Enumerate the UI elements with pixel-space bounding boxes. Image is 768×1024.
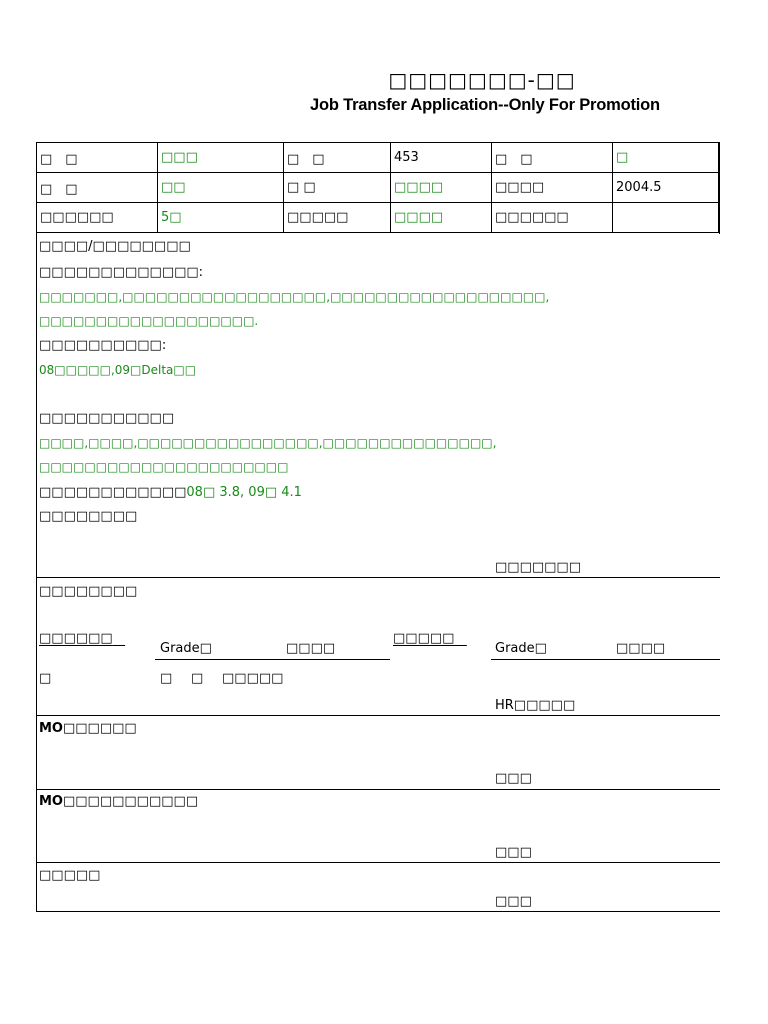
table-row — [37, 173, 719, 203]
gender-value[interactable]: □ — [613, 143, 719, 173]
target-position-label: □□□□□ — [284, 203, 391, 233]
years-value[interactable]: 5□ — [158, 203, 284, 233]
target-grade-line — [491, 659, 720, 660]
position-label: □ □ — [284, 173, 391, 203]
hire-date-label: □□□□ — [492, 173, 613, 203]
mo-section-2-signature: □□□ — [495, 845, 532, 860]
name-value[interactable]: □□□ — [158, 143, 284, 173]
question-3-answer-line2[interactable]: □□□□□□□□□□□□□□□□□□□□□□ — [39, 460, 289, 474]
question-1-label: □□□□□□□□□□□□□: — [39, 265, 204, 280]
mo-section-1-title: MO□□□□□□ — [39, 721, 137, 736]
mo-section-2-title: MO□□□□□□□□□□□ — [39, 794, 199, 809]
question-2-label: □□□□□□□□□□: — [39, 338, 167, 353]
form-title-english: Job Transfer Application--Only For Promotion — [310, 96, 660, 114]
effective-date-value[interactable] — [613, 203, 719, 233]
question-4-answer[interactable]: 08□ 3.8, 09□ 4.1 — [186, 485, 302, 500]
applicant-signature-label: □□□□□□□ — [495, 560, 581, 575]
department-value[interactable]: □□ — [158, 173, 284, 203]
section-title: □□□□/□□□□□□□□ — [39, 239, 191, 254]
mo-section-1-signature: □□□ — [495, 771, 532, 786]
hr-signature-label: HR□□□□□ — [495, 698, 576, 713]
target-position-value[interactable]: □□□□ — [391, 203, 492, 233]
current-dept-label: □□□□□□ — [39, 631, 113, 646]
hire-date-value[interactable]: 2004.5 — [613, 173, 719, 203]
table-row — [37, 143, 719, 173]
approval-option-b[interactable]: □ — [160, 671, 173, 686]
position-value[interactable]: □□□□ — [391, 173, 492, 203]
current-grade-label: Grade□ — [160, 641, 212, 656]
question-2-answer[interactable]: 08□□□□□,09□Delta□□ — [39, 363, 197, 377]
question-4-label: □□□□□□□□□□□□ — [39, 485, 187, 500]
table-row — [37, 203, 719, 233]
years-label: □□□□□□ — [37, 203, 158, 233]
approval-option-c[interactable]: □ — [191, 671, 204, 686]
divider — [36, 789, 720, 790]
divider — [36, 911, 720, 912]
question-3-label: □□□□□□□□□□□ — [39, 411, 175, 426]
name-label: □ □ — [37, 143, 158, 173]
approval-title: □□□□□□□□ — [39, 584, 138, 599]
form-title-chinese: □□□□□□□-□□ — [388, 68, 576, 92]
approval-option-a[interactable]: □ — [39, 671, 52, 686]
question-5-label: □□□□□□□□ — [39, 509, 138, 524]
mo-section-3-signature: □□□ — [495, 894, 532, 909]
employee-id-label: □ □ — [284, 143, 391, 173]
employee-id-value[interactable]: 453 — [391, 143, 492, 173]
department-label: □ □ — [37, 173, 158, 203]
employee-info-table — [36, 142, 719, 233]
approval-option-d: □□□□□ — [222, 671, 284, 686]
question-3-answer-line1[interactable]: □□□□,□□□□,□□□□□□□□□□□□□□□□,□□□□□□□□□□□□□□□, — [39, 436, 497, 450]
divider — [36, 715, 720, 716]
current-extra-label: □□□□ — [286, 641, 336, 656]
divider — [36, 862, 720, 863]
target-extra-label: □□□□ — [616, 641, 666, 656]
question-1-answer-line1[interactable]: □□□□□□□,□□□□□□□□□□□□□□□□□□,□□□□□□□□□□□□□□□□□□□, — [39, 290, 550, 304]
target-grade-label: Grade□ — [495, 641, 547, 656]
current-grade-line — [155, 659, 390, 660]
mo-section-3-title: □□□□□ — [39, 868, 101, 883]
target-dept-label: □□□□□ — [393, 631, 455, 646]
gender-label: □ □ — [492, 143, 613, 173]
question-1-answer-line2[interactable]: □□□□□□□□□□□□□□□□□□□. — [39, 314, 259, 328]
effective-date-label: □□□□□□ — [492, 203, 613, 233]
divider — [36, 577, 720, 578]
